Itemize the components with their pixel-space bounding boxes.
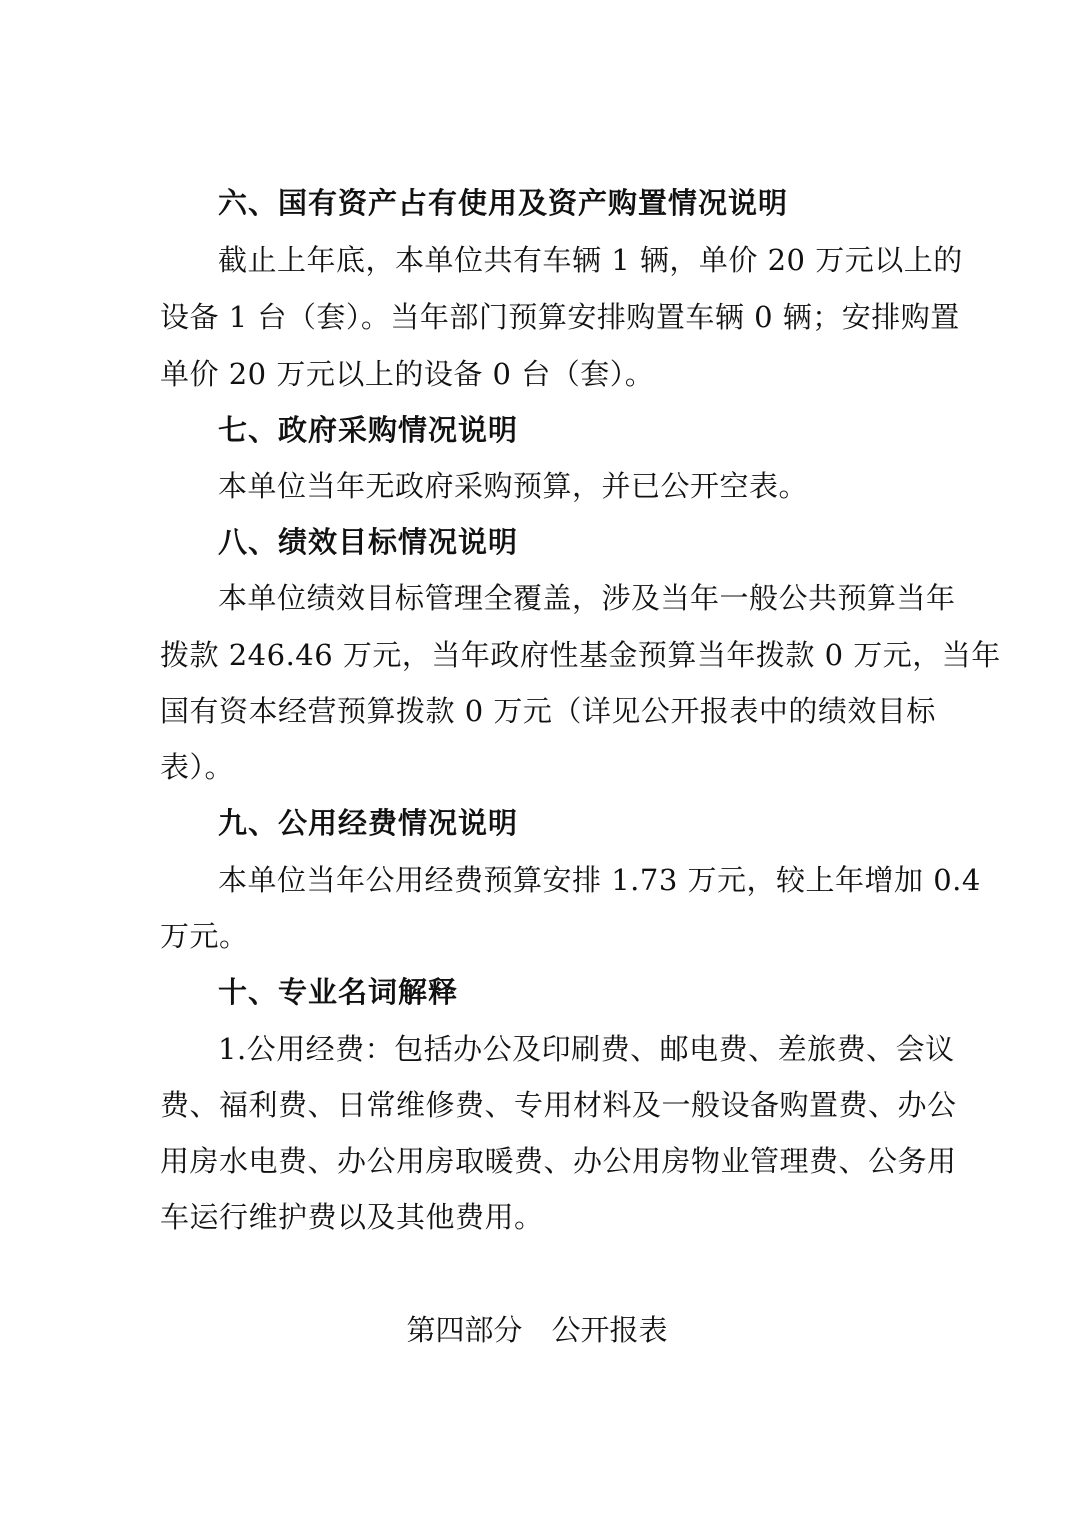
section-heading-performance: 八、绩效目标情况说明 bbox=[218, 525, 519, 559]
paragraph-line: 万元。 bbox=[160, 919, 249, 953]
section-heading-public-funds: 九、公用经费情况说明 bbox=[218, 806, 519, 840]
paragraph-line: 国有资本经营预算拨款 0 万元（详见公开报表中的绩效目标 bbox=[160, 694, 936, 728]
paragraph-line: 费、福利费、日常维修费、专用材料及一般设备购置费、办公 bbox=[160, 1088, 957, 1122]
paragraph-line: 本单位当年无政府采购预算，并已公开空表。 bbox=[218, 469, 809, 503]
section-heading-glossary: 十、专业名词解释 bbox=[218, 975, 459, 1009]
paragraph-line: 设备 1 台（套）。当年部门预算安排购置车辆 0 辆；安排购置 bbox=[160, 300, 960, 334]
paragraph-line: 车运行维护费以及其他费用。 bbox=[160, 1200, 544, 1234]
paragraph-line: 本单位绩效目标管理全覆盖，涉及当年一般公共预算当年 bbox=[218, 581, 956, 615]
paragraph-line: 拨款 246.46 万元，当年政府性基金预算当年拨款 0 万元，当年 bbox=[160, 638, 1001, 672]
paragraph-line: 单价 20 万元以上的设备 0 台（套）。 bbox=[160, 357, 655, 391]
section-heading-assets: 六、国有资产占有使用及资产购置情况说明 bbox=[218, 186, 789, 220]
part-title: 第四部分 公开报表 bbox=[406, 1313, 668, 1347]
paragraph-line: 表）。 bbox=[160, 750, 235, 784]
paragraph-line: 本单位当年公用经费预算安排 1.73 万元，较上年增加 0.4 bbox=[218, 863, 981, 897]
paragraph-line: 1.公用经费：包括办公及印刷费、邮电费、差旅费、会议 bbox=[218, 1032, 955, 1066]
paragraph-line: 用房水电费、办公用房取暖费、办公用房物业管理费、公务用 bbox=[160, 1144, 957, 1178]
paragraph-line: 截止上年底，本单位共有车辆 1 辆，单价 20 万元以上的 bbox=[218, 243, 963, 277]
section-heading-procurement: 七、政府采购情况说明 bbox=[218, 413, 519, 447]
